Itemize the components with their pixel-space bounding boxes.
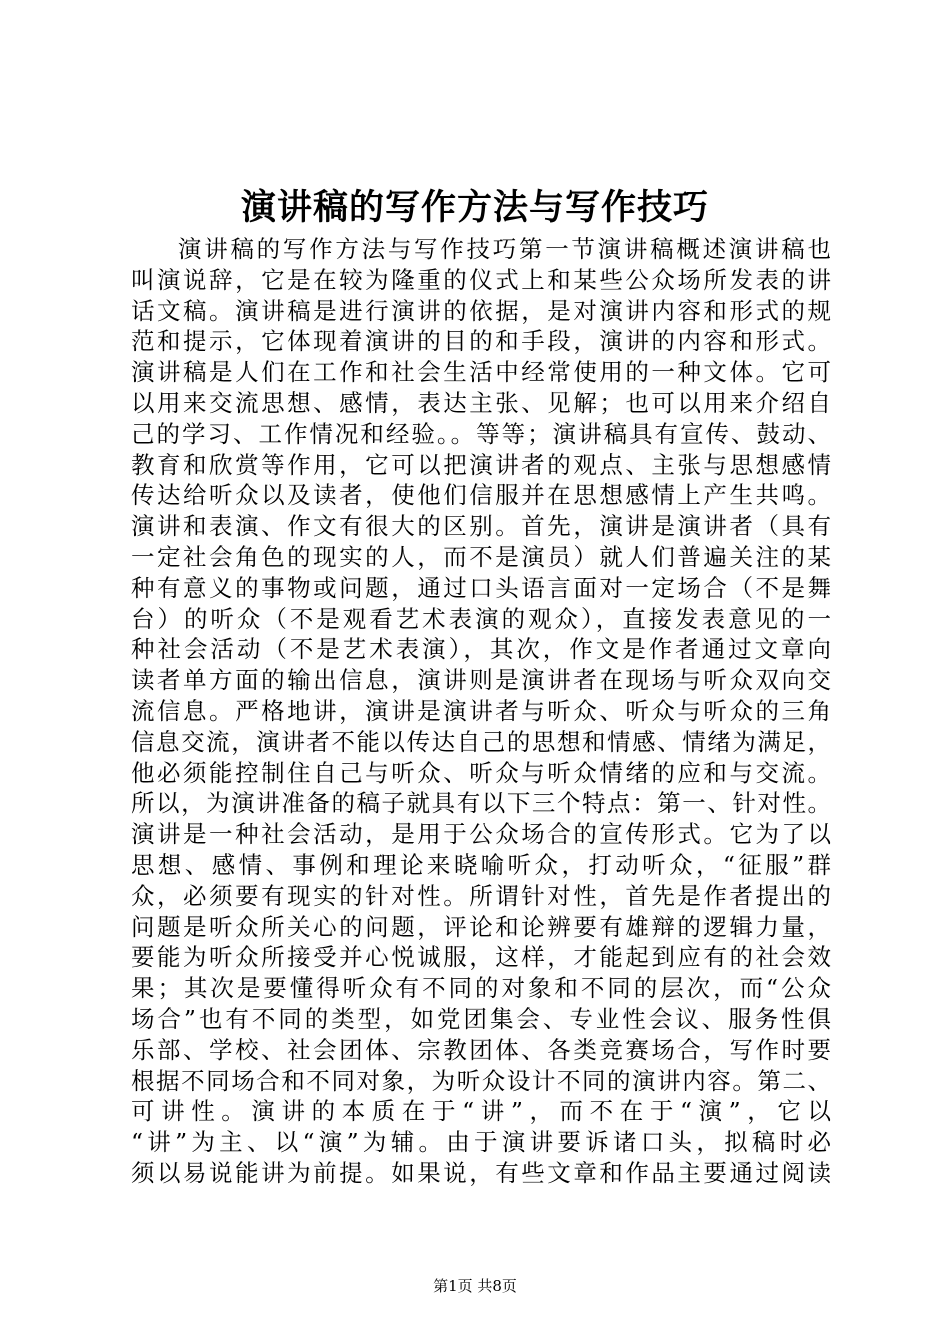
body-line: 台）的听众（不是观看艺术表演的观众），直接发表意见的一 [131,604,831,633]
body-line: 场合”也有不同的类型，如党团集会、专业性会议、服务性俱 [131,1004,831,1033]
body-line: 可讲性。演讲的本质在于“讲”，而不在于“演”，它以 [131,1097,831,1126]
body-line: 众，必须要有现实的针对性。所谓针对性，首先是作者提出的 [131,881,831,910]
body-line: 以用来交流思想、感情，表达主张、见解；也可以用来介绍自 [131,388,831,417]
body-line: 信息交流，演讲者不能以传达自己的思想和情感、情绪为满足， [131,727,831,756]
document-title: 演讲稿的写作方法与写作技巧 [240,187,709,228]
body-line: 须以易说能讲为前提。如果说，有些文章和作品主要通过阅读 [131,1158,831,1187]
body-line: 流信息。严格地讲，演讲是演讲者与听众、听众与听众的三角 [131,696,831,725]
body-line: 教育和欣赏等作用，它可以把演讲者的观点、主张与思想感情 [131,450,831,479]
body-line: 演讲稿是人们在工作和社会生活中经常使用的一种文体。它可 [131,358,831,387]
body-line: 思想、感情、事例和理论来晓喻听众，打动听众，“征服”群 [131,850,831,879]
body-line: 演讲和表演、作文有很大的区别。首先，演讲是演讲者（具有 [131,512,831,541]
body-line: “讲”为主、以“演”为辅。由于演讲要诉诸口头，拟稿时必 [131,1128,831,1157]
body-line: 传达给听众以及读者，使他们信服并在思想感情上产生共鸣。 [131,481,831,510]
body-line: 己的学习、工作情况和经验。。等等；演讲稿具有宣传、鼓动、 [131,419,831,448]
body-line: 读者单方面的输出信息，演讲则是演讲者在现场与听众双向交 [131,666,831,695]
body-line: 问题是听众所关心的问题，评论和论辨要有雄辩的逻辑力量， [131,912,831,941]
page-number: 第1页 共8页 [433,1277,517,1295]
document-body [131,234,831,1189]
body-line: 种有意义的事物或问题，通过口头语言面对一定场合（不是舞 [131,573,831,602]
body-line: 根据不同场合和不同对象，为听众设计不同的演讲内容。第二、 [131,1066,831,1095]
body-line: 叫演说辞，它是在较为隆重的仪式上和某些公众场所发表的讲 [131,265,831,294]
body-line: 种社会活动（不是艺术表演），其次，作文是作者通过文章向 [131,635,831,664]
body-line: 演讲稿的写作方法与写作技巧第一节演讲稿概述演讲稿也 [178,235,831,263]
body-line: 乐部、学校、社会团体、宗教团体、各类竞赛场合，写作时要 [131,1035,831,1064]
body-line: 范和提示，它体现着演讲的目的和手段，演讲的内容和形式。 [131,327,831,356]
body-line: 所以，为演讲准备的稿子就具有以下三个特点：第一、针对性。 [131,789,831,818]
body-line: 他必须能控制住自己与听众、听众与听众情绪的应和与交流。 [131,758,831,787]
body-line: 果；其次是要懂得听众有不同的对象和不同的层次，而“公众 [131,974,831,1003]
body-line: 话文稿。演讲稿是进行演讲的依据，是对演讲内容和形式的规 [131,296,831,325]
page-footer [0,1276,950,1296]
body-line: 要能为听众所接受并心悦诚服，这样，才能起到应有的社会效 [131,943,831,972]
body-line: 演讲是一种社会活动，是用于公众场合的宣传形式。它为了以 [131,820,831,849]
body-line: 一定社会角色的现实的人，而不是演员）就人们普遍关注的某 [131,542,831,571]
